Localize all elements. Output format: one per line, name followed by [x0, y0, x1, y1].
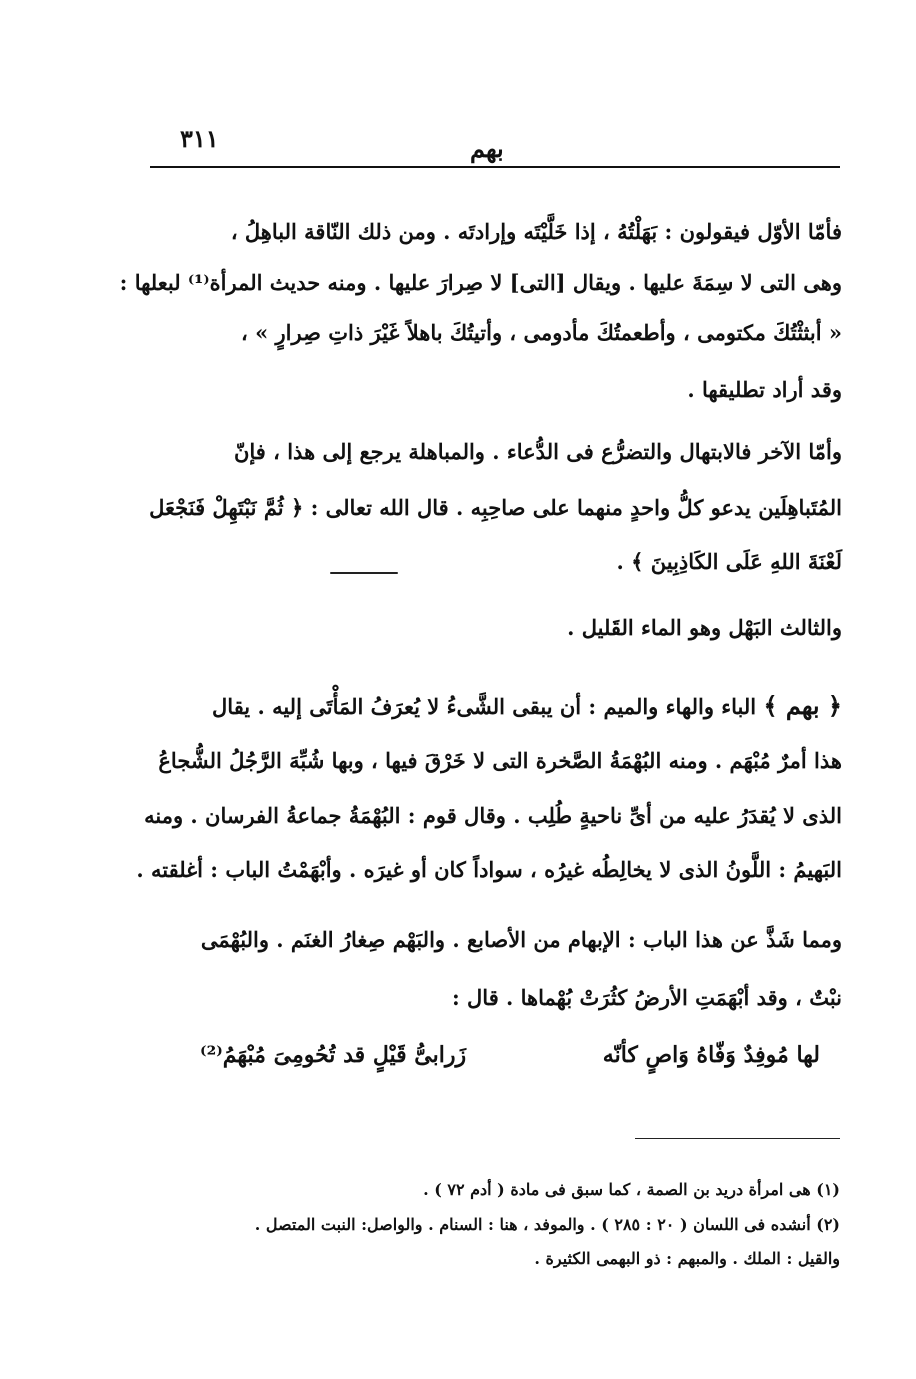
text-line: « أبثثْتُكَ مكتومى ، وأطعمتُكَ مأدومى ، وأتيتُكَ باهلاً غَيْرَ ذاتِ صِرارٍ » ، [241, 320, 842, 345]
text-line: نبْتٌ ، وقد أبْهَمَتِ الأرضُ كثُرَتْ بُهْماها . قال : [451, 985, 842, 1010]
footnote-2: (٢) أنشده فى اللسان ( ٢٠ : ٢٨٥ ) . والموفد ، هنا : السنام . والواصل: النبت المتصل . [254, 1215, 840, 1234]
text-line: البَهيمُ : اللَّونُ الذى لا يخالِطُه غيرُه ، سواداً كان أو غيرَه . وأبْهَمْتُ الباب : أغلقته . [136, 857, 842, 882]
footnote-1: (١) هى امرأة دريد بن الصمة ، كما سبق فى مادة ( أدم ٧٢ ) . [423, 1180, 840, 1199]
ornamental-rule [330, 572, 398, 574]
footnote-2-continued: والقيل : الملك . والمبهم : ذو البهمى الكثيرة . [534, 1249, 840, 1268]
verse-second-hemistich: زَرابىُّ قَيْلٍ قد تُحُومِىَ مُبْهَمُ⁽²⁾ [200, 1042, 467, 1068]
page-number: ٣١١ [180, 124, 219, 153]
text-line: وهى التى لا سِمَةَ عليها . ويقال [التى] لا صِرارَ عليها . ومنه حديث المرأة⁽¹⁾ لبعلها : [119, 270, 842, 295]
poetry-verse [200, 1042, 820, 1082]
page-header [150, 118, 840, 166]
entry-first-line [150, 686, 842, 727]
text-line: فأمّا الأوّل فيقولون : بَهَلْتُهُ ، إذا خَلَّيْتَه وإرادتَه . ومن ذلك النّاقة الباهِلُ ، [230, 219, 842, 244]
text-line: وقد أراد تطليقها . [687, 377, 842, 402]
text-line: لَعْنَةَ اللهِ عَلَى الكَاذِبِينَ ﴾ . [616, 549, 842, 574]
footnote-separator [635, 1138, 840, 1139]
verse-first-hemistich: لها مُوفِدٌ وَفّاهُ وَاصٍ كأنّه [602, 1042, 820, 1068]
text-line: المُتَباهِلَين يدعو كلُّ واحدٍ منهما على صاحِبِه . قال الله تعالى : ﴿ ثُمَّ نَبْتَهِلْ فَنَجْعَل [149, 495, 842, 520]
header-rule [150, 166, 840, 168]
entry-definition: الباء والهاء والميم : أن يبقى الشَّىءُ لا يُعرَفُ المَأْتَى إليه . يقال [212, 694, 757, 719]
text-line: الذى لا يُقدَرُ عليه من أىِّ ناحيةٍ طُلِب . وقال قوم : البُهْمَةُ جماعةُ الفرسان . ومنه [144, 803, 842, 828]
text-line: هذا أمرٌ مُبْهَم . ومنه البُهْمَةُ الصَّخرة التى لا خَرْقَ فيها ، وبها شُبِّهَ الرَّجُلُ الشُّجاعُ [158, 748, 842, 773]
text-line: ومما شَذَّ عن هذا الباب : الإبهام من الأصابع . والبَهْم صِغارُ الغنَم . والبُهْمَى [200, 927, 842, 952]
entry-headword: ﴿ بهم ﴾ [763, 691, 842, 720]
text-line: وأمّا الآخر فالابتهال والتضرُّع فى الدُّعاء . والمباهلة يرجع إلى هذا ، فإنّ [233, 439, 842, 464]
text-line: والثالث البَهْل وهو الماء القَليل . [567, 615, 842, 640]
running-head: بهم [470, 134, 504, 163]
